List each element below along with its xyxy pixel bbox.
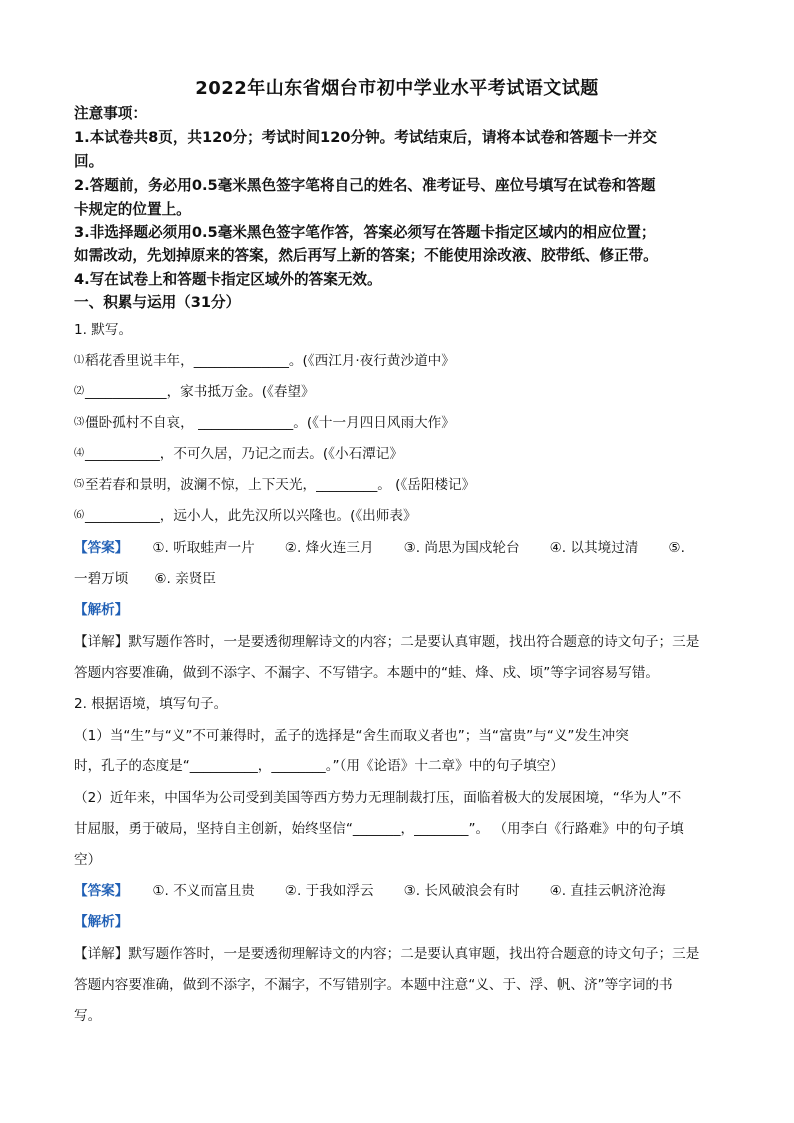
q2-part1-a: （1）当“生”与“义”不可兼得时，孟子的选择是“舍生而取义者也”；当“富贵”与“义”发生冲突 [74,728,629,744]
answer-item: ③. 尚思为国戍轮台 [403,540,520,556]
q1-item [74,475,724,497]
notice-line-4: 4.写在试卷上和答题卡指定区域外的答案无效。 [74,271,382,288]
notice-line-1b: 回。 [74,153,104,170]
item-text: 至若春和景明，波澜不惊，上下天光，_________。 (《岳阳楼记》 [85,477,476,493]
notice-line-1: 1.本试卷共8页，共120分；考试时间120分钟。考试结束后，请将本试卷和答题卡一并交 [74,129,657,146]
q1-item [74,382,724,404]
answer-item: ⑥. 亲贤臣 [154,571,216,587]
q2-part2-b: 甘屈服，勇于破局，坚持自主创新，始终坚信“_______，________”。 （用李白《行路难》中的句子填 [74,821,684,837]
answer-item: ②. 烽火连三月 [284,540,374,556]
q2-part1-b: 时，孔子的态度是“__________，________。”（用《论语》十二章》中的句子填空） [74,758,564,774]
analysis-label: 【解析】 [74,914,129,930]
notice-heading: 注意事项： [74,105,147,122]
q2-detail-3: 写。 [74,1008,102,1024]
item-text: ___________，不可久居，乃记之而去。(《小石潭记》 [85,446,403,462]
item-text: ___________，远小人，此先汉所以兴隆也。(《出师表》 [85,508,417,524]
item-number: ⑴ [74,355,84,366]
q1-answer-row [74,538,724,558]
q1-stem: 1. 默写。 [74,322,133,338]
item-text: ____________，家书抵万金。(《春望》 [85,384,315,400]
notice-line-3: 3.非选择题必须用0.5毫米黑色签字笔作答，答案必须写在答题卡指定区域内的相应位置； [74,224,656,241]
item-number: ⑶ [74,417,84,428]
answer-item: ⑤. [668,540,685,556]
q1-item [74,506,724,528]
answer-item: ④. 以其境过清 [549,540,639,556]
item-number: ⑸ [74,479,84,490]
answer-label: 【答案】 [74,540,129,556]
q2-part2-c: 空） [74,852,102,868]
answer-item: ③. 长风破浪会有时 [403,883,520,899]
item-number: ⑹ [74,510,84,521]
analysis-label: 【解析】 [74,602,129,618]
q2-stem: 2. 根据语境，填写句子。 [74,696,228,712]
item-number: ⑷ [74,448,84,459]
answer-label: 【答案】 [74,883,129,899]
answer-item: ①. 不义而富且贵 [152,883,255,899]
item-number: ⑵ [74,386,84,397]
notice-line-3b: 如需改动，先划掉原来的答案，然后再写上新的答案；不能使用涂改液、胶带纸、修正带。 [74,247,658,264]
q2-detail-2: 答题内容要准确，做到不添字，不漏字，不写错别字。本题中注意“义、于、浮、帆、济”等字词的书 [74,977,673,993]
answer-item: ②. 于我如浮云 [284,883,374,899]
answer-item: 一碧万顷 [74,571,129,587]
section-heading: 一、积累与运用（31分） [74,294,241,311]
q1-item [74,413,724,435]
item-text: 僵卧孤村不自哀， ______________。(《十一月四日风雨大作》 [85,415,455,431]
notice-line-2: 2.答题前，务必用0.5毫米黑色签字笔将自己的姓名、准考证号、座位号填写在试卷和答题 [74,177,656,194]
q2-part2-a: （2）近年来，中国华为公司受到美国等西方势力无理制裁打压，面临着极大的发展困境，“华为人”不 [74,790,682,806]
q1-item [74,351,724,373]
q2-answer-row [74,881,724,901]
answer-item: ④. 直挂云帆济沧海 [549,883,666,899]
q2-detail-1: 【详解】默写题作答时，一是要透彻理解诗文的内容；二是要认真审题，找出符合题意的诗文句子；三是 [74,946,700,962]
item-text: 稻花香里说丰年，______________。(《西江月·夜行黄沙道中》 [85,353,455,369]
answer-item: ①. 听取蛙声一片 [152,540,255,556]
q1-answer-row-2 [74,569,724,589]
q1-detail-1: 【详解】默写题作答时，一是要透彻理解诗文的内容；二是要认真审题，找出符合题意的诗文句子；三是 [74,634,700,650]
page-title: 2022年山东省烟台市初中学业水平考试语文试题 [195,78,599,99]
q1-item [74,444,724,466]
notice-line-2b: 卡规定的位置上。 [74,201,191,218]
q1-detail-2: 答题内容要准确，做到不添字、不漏字、不写错字。本题中的“蛙、烽、戍、顷”等字词容易写错。 [74,665,660,681]
